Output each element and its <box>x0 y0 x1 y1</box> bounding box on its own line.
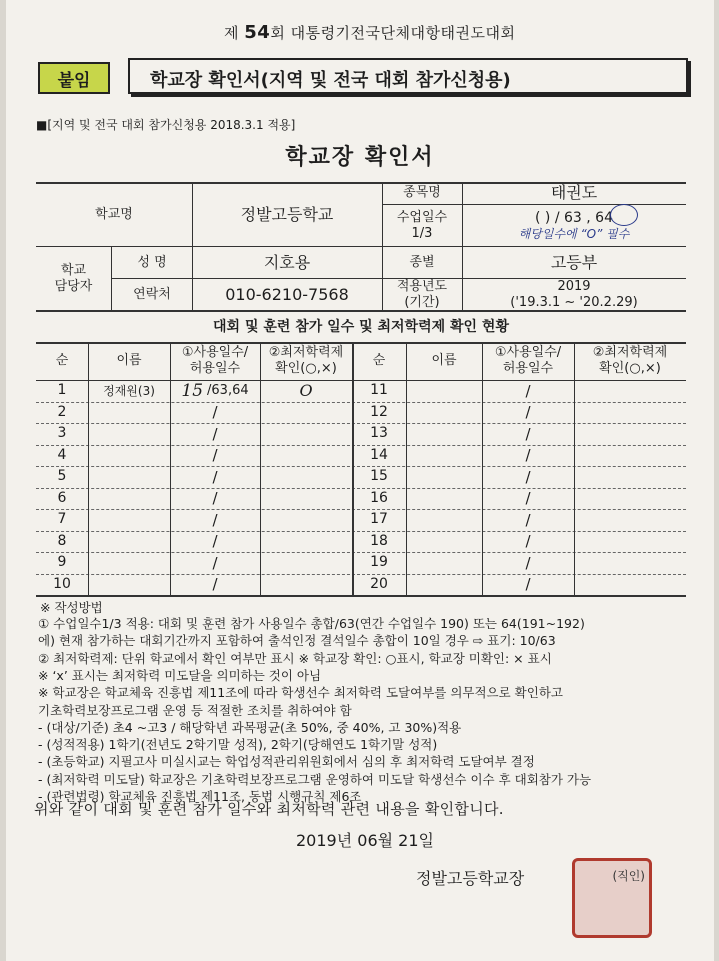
instruction-line: - (초등학교) 지필고사 미실시교는 학업성적관리위원회에서 심의 후 최저학력 도달여부 결정 <box>38 754 535 770</box>
level-label: 종별 <box>409 254 435 270</box>
row-days: / <box>525 532 531 551</box>
row-days: / <box>525 467 531 486</box>
row-days: / <box>525 381 531 400</box>
row-student-name <box>406 552 482 574</box>
days-label: 수업일수 1/3 <box>396 209 448 241</box>
row-number: 10 <box>53 575 71 592</box>
row-min-check <box>260 423 352 445</box>
row-min-check <box>260 531 352 553</box>
row-min-check <box>574 552 686 574</box>
row-days: 15 /63,64 <box>181 380 249 401</box>
row-student-name <box>406 509 482 531</box>
school-label: 학교명 <box>95 207 133 223</box>
event-number: 54 <box>244 22 271 43</box>
circle-mark-icon <box>610 204 638 226</box>
row-number: 12 <box>370 403 388 420</box>
row-number: 8 <box>57 532 67 549</box>
row-student-name <box>406 488 482 510</box>
row-student-name <box>406 423 482 445</box>
row-student-name <box>88 445 170 467</box>
row-student-name <box>406 466 482 488</box>
row-days: / <box>212 424 218 443</box>
row-min-check <box>574 574 686 596</box>
row-days: / <box>212 510 218 529</box>
year-value: 2019 ('19.3.1 ~ '20.2.29) <box>510 278 638 310</box>
seal-mark: (직인) <box>612 869 645 883</box>
days-value: ( ) / 63 , 64 해당일수에 “O” 필수 <box>518 209 630 241</box>
table-title: 대회 및 훈련 참가 일수 및 최저학력제 확인 현황 <box>213 318 509 335</box>
signer-name: 정발고등학교장 <box>416 869 525 888</box>
row-number: 18 <box>370 532 388 549</box>
row-min-check: O <box>299 381 313 401</box>
row-days: / <box>212 467 218 486</box>
header-min-academic: ②최저학력제 확인(○,×) <box>268 345 344 376</box>
application-note: ■[지역 및 전국 대회 참가신청용 2018.3.1 적용] <box>36 118 296 132</box>
row-days: / <box>212 532 218 551</box>
row-student-name <box>88 552 170 574</box>
row-days: / <box>525 489 531 508</box>
signature-date: 2019년 06월 21일 <box>296 831 434 850</box>
row-min-check <box>260 574 352 596</box>
name-label: 성 명 <box>137 254 167 270</box>
row-number: 19 <box>370 554 388 571</box>
header-no: 순 <box>372 353 386 369</box>
row-number: 16 <box>370 489 388 506</box>
row-number: 1 <box>57 382 67 399</box>
row-student-name <box>406 402 482 424</box>
row-number: 15 <box>370 468 388 485</box>
instruction-line: - (관련법령) 학교체육 진흥법 제11조, 동법 시행규칙 제6조 <box>38 789 362 804</box>
main-title: 학교장 확인서 <box>285 145 435 170</box>
row-student-name <box>88 509 170 531</box>
row-number: 5 <box>57 468 67 485</box>
event-title: 제 54회 대통령기전국단체대항태권도대회 <box>224 22 516 43</box>
level-value: 고등부 <box>550 252 598 272</box>
row-number: 6 <box>57 489 67 506</box>
instruction-line: ① 수업일수1/3 적용: 대회 및 훈련 참가 사용일수 총합/63(연간 수업일수 190) 또는 64(191~192) <box>38 616 585 631</box>
row-student-name <box>88 423 170 445</box>
row-min-check <box>260 402 352 424</box>
row-days: / <box>525 553 531 572</box>
row-days: / <box>525 575 531 594</box>
row-min-check <box>574 531 686 553</box>
document-title: 학교장 확인서(지역 및 전국 대회 참가신청용) <box>128 58 688 94</box>
contact-label: 연락처 <box>133 286 171 302</box>
row-student-name <box>88 531 170 553</box>
confirmation-statement: 위와 같이 대회 및 훈련 참가 일수와 최저학력 관련 내용을 확인합니다. <box>34 800 504 818</box>
row-number: 3 <box>57 425 67 442</box>
row-number: 2 <box>57 403 67 420</box>
row-min-check <box>574 509 686 531</box>
row-student-name: 정재원(3) <box>103 383 155 398</box>
row-min-check <box>574 445 686 467</box>
instruction-line: ※ ‘x’ 표시는 최저학력 미도달을 의미하는 것이 아님 <box>38 667 322 683</box>
instruction-line: - (대상/기준) 초4 ~고3 / 해당학년 과목평균(초 50%, 중 40%, 고 30%)적용 <box>38 719 462 735</box>
row-min-check <box>574 380 686 402</box>
school-name: 정발고등학교 <box>240 205 334 225</box>
instruction-line: 에) 현재 참가하는 대회기간까지 포함하여 출석인정 결석일수 총합이 10일 경우 ⇨ 표기: 10/63 <box>38 633 556 649</box>
year-label: 적용년도 (기간) <box>396 278 448 310</box>
row-student-name <box>406 574 482 596</box>
row-days: / <box>212 446 218 465</box>
header-name: 이름 <box>431 353 457 369</box>
attachment-badge: 붙임 <box>38 62 110 94</box>
row-days: / <box>212 575 218 594</box>
sport-value: 태권도 <box>550 183 598 203</box>
row-number: 13 <box>370 425 388 442</box>
row-days: / <box>525 446 531 465</box>
row-student-name <box>88 402 170 424</box>
days-hint: 해당일수에 “O” 필수 <box>518 226 630 241</box>
row-days: / <box>525 510 531 529</box>
row-days: / <box>525 403 531 422</box>
row-student-name <box>88 574 170 596</box>
header-days: ①사용일수/ 허용일수 <box>494 345 562 376</box>
row-min-check <box>260 466 352 488</box>
row-min-check <box>574 488 686 510</box>
row-min-check <box>260 488 352 510</box>
instruction-line: - (성적적용) 1학기(전년도 2학기말 성적), 2학기(당해연도 1학기말 성적) <box>38 737 438 753</box>
row-number: 11 <box>370 382 388 399</box>
row-days: / <box>212 403 218 422</box>
header-name: 이름 <box>116 353 142 369</box>
row-min-check <box>260 552 352 574</box>
instruction-line: - (최저학력 미도달) 학교장은 기초학력보장프로그램 운영하여 미도달 학생선수 이수 후 대회참가 가능 <box>38 771 592 787</box>
instructions-heading: ※ 작성방법 <box>40 600 103 615</box>
row-min-check <box>260 509 352 531</box>
row-days: / <box>212 489 218 508</box>
contact-value: 010-6210-7568 <box>225 284 349 304</box>
row-number: 4 <box>57 446 67 463</box>
sport-label: 종목명 <box>403 185 441 201</box>
row-min-check <box>260 445 352 467</box>
row-min-check <box>574 423 686 445</box>
header-min-academic: ②최저학력제 확인(○,×) <box>592 345 668 376</box>
row-days: / <box>212 553 218 572</box>
manager-label: 학교 담당자 <box>54 262 93 294</box>
instruction-line: ※ 학교장은 학교체육 진흥법 제11조에 따라 학생선수 최저학력 도달여부를 의무적으로 확인하고 <box>38 685 563 701</box>
document-sheet <box>6 0 714 961</box>
row-number: 20 <box>370 575 388 592</box>
row-number: 7 <box>57 511 67 528</box>
header-no: 순 <box>55 353 69 369</box>
row-student-name <box>406 531 482 553</box>
row-number: 9 <box>57 554 67 571</box>
manager-name: 지호용 <box>263 252 311 272</box>
row-number: 14 <box>370 446 388 463</box>
row-student-name <box>88 466 170 488</box>
row-student-name <box>406 445 482 467</box>
row-student-name <box>406 380 482 402</box>
row-student-name <box>88 488 170 510</box>
instruction-line: 기초학력보장프로그램 운영 등 적절한 조치를 취하여야 함 <box>38 702 352 718</box>
row-min-check <box>574 402 686 424</box>
row-number: 17 <box>370 511 388 528</box>
row-days: / <box>525 424 531 443</box>
row-min-check <box>574 466 686 488</box>
header-days: ①사용일수/ 허용일수 <box>181 345 249 376</box>
instruction-line: ② 최저학력제: 단위 학교에서 확인 여부만 표시 ※ 학교장 확인: ○표시, 학교장 미확인: × 표시 <box>38 650 552 666</box>
official-seal <box>572 858 652 938</box>
